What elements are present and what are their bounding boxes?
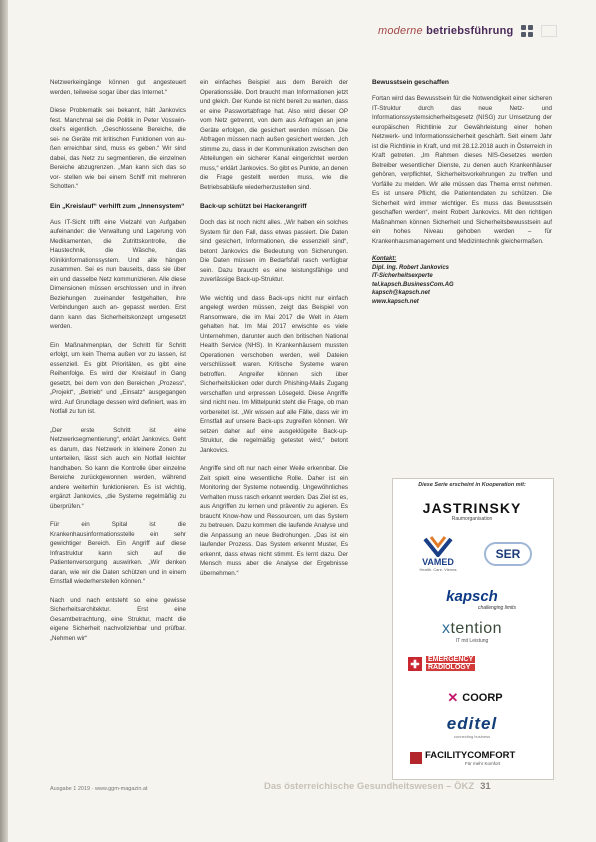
xtention-tagline: IT mit Leistung	[455, 638, 489, 644]
facilitycomfort-square-icon	[410, 752, 422, 764]
contact-website[interactable]: www.kapsch.net	[372, 298, 419, 305]
paragraph: Ein Maßnahmenplan, der Schritt für Schritt erfolgt, um kein Thema außen vor zu lassen, ist essenziell. Es gibt Prioritäten, es gibt eine Reihenfolge. Es wird der Kreislauf in Gang gesetzt, bei dem von den Bereichen „Prozess“, „Projekt“, „Betrieb“ und „Einsatz“ ausgegangen wird. Auf Grundlage dessen wird definiert, was im Notfall zu tun ist.	[50, 341, 186, 415]
coorp-wordmark: COORP	[462, 692, 503, 704]
ser-logo	[478, 542, 538, 566]
paragraph: Aus IT-Sicht trifft eine Vielzahl von Aufgaben aufeinander: die Verwaltung und Lagerung von Medikamenten, die Zutrittskontrolle, die Haustechnik, die Wäsche, das Klinikinformationssystem. Und alle hängen zusammen. Sei es nun bauseits, dass sie über ein und dasselbe Netz kommunizieren. Alle diese Dimensionen müssen erschlossen und in ihren Beziehungen zueinander festgehalten, ihre Verbindungen auch an- gepasst werden. Erst dann kann das Sicherheitskonzept umgesetzt werden.	[50, 218, 186, 330]
vamed-logo	[408, 535, 468, 572]
paragraph: Netzwerkeingänge können gut angesteuert werden, teilweise sogar über das Internet.“	[50, 79, 186, 96]
kapsch-tagline: challenging limits	[477, 605, 517, 611]
facilitycomfort-tagline: Für mehr Komfort	[465, 761, 501, 766]
facilitycomfort-wordmark: FACILITYCOMFORT	[425, 750, 516, 761]
grid-dots-icon	[521, 25, 533, 37]
paragraph: Diese Problematik sei bekannt, hält Jankovics fest. Manchmal sei die Politik in Peter Vosswin- ckel‘s eigentlich. „Geschlossene Bereiche, die sei- ne Geräte mit kritischen Funktionen von au- ßen erreichbar sind, muss es geben.“ Wir sind dabei, das Netz zu segmentieren, die einzelnen Bereiche abzugrenzen. „Man kann sich das so vor- stellen wie bei einem Schiff mit mehreren Schotten.“	[50, 107, 186, 190]
radiology-cross-icon: ✚	[408, 657, 422, 671]
subheading: Bewusstsein geschaffen	[372, 79, 449, 86]
editel-tagline: connecting business	[453, 734, 491, 739]
paragraph: Fortan wird das Bewusstsein für die Notwendigkeit einer sicheren IT-Struktur durch das neue Netz- und Informationssystemsicherheitsgesetz (NISG) zur Umsetzung der europäischen Richtlinie zur Gewährleistung einer hohen Netzwerk- und Informationssicherheit geschärft. Seit einem Jahr ist die Richtlinie in Kraft, und mit 28.12.2018 auch in Österreich in Kraft getreten. „Im Rahmen dieses NIS-Gesetzes werden Betreiber wesentlicher Dienste, zu denen auch Krankenhäuser gehören, verpflichtet, Sicherheitsvorkehrungen zu treffen und Vorfälle zu melden. Wir alle müssen das Thema ernst nehmen. Es ist unsere Pflicht, die Patientendaten zu schützen. Die Sicherheit wird immer wichtiger. Es muss das Bewusstsein geschaffen werden“, meint Robert Jankovics. Mit den richtigen Maßnahmen können Sicherheit und Sicherheitsbewusstsein auf ein hohes Niveau gehoben werden – für Krankenhausmanagement und Medizintechnik gleichermaßen.	[372, 95, 552, 245]
paragraph: Nach und nach entsteht so eine gewisse Sicherheitsarchitektur. Erst eine Gesamtbetrachtung, eine Struktur, macht die eigene Sicherheit nachvollziehbar und prüfbar. „Nehmen wir“	[50, 596, 186, 642]
editel-logo	[400, 714, 544, 739]
section-header	[378, 22, 574, 40]
footer-publication-title: Das österreichische Gesundheitswesen – ÖKZ	[264, 781, 475, 792]
article-column-2	[200, 78, 348, 587]
article-column-1	[50, 78, 186, 652]
page-spine	[0, 0, 8, 842]
vamed-wordmark: VAMED	[422, 557, 454, 567]
contact-company: tel.kapsch.BusinessCom.AG	[372, 281, 454, 288]
footer-publication	[264, 781, 491, 792]
paragraph: „Der erste Schritt ist eine Netzwerksegmentierung“, erklärt Jankovics. Geht es darum, das Netzwerk in kleinere Zonen zu unterteilen, lässt sich auch ein Notfall leichter handhaben. So kann die Kontrolle über einzelne Bereiche zurückgewonnen werden, während andere weiterhin funktionieren. Es ist wichtig, ergänzt Jankovics, „die Systeme regelmäßig zu überprüfen.“	[50, 426, 186, 510]
emergency-radiology-logo	[408, 656, 544, 672]
paragraph: Für ein Spital ist die Krankenhausinformationsstelle ein sehr gewichtiger Bereich. Ein Angriff auf diese Infrastruktur kann sich auf die Patientenversorgung auswirken. „Wir denken daran, wie wir die Daten schützen und in einem Ernstfall wiederherstellen können.“	[50, 521, 186, 585]
kapsch-logo	[400, 588, 544, 611]
vamed-tagline: Health. Care. Vienna	[419, 567, 457, 572]
er-line-1: EMERGENCY	[428, 656, 474, 663]
header-mark	[541, 25, 557, 37]
jastrinsky-wordmark: JASTRINSKY	[422, 500, 522, 516]
contact-email[interactable]: kapsch@kapsch.net	[372, 290, 430, 296]
vamed-emblem-icon	[423, 535, 453, 557]
paragraph: Doch das ist noch nicht alles. „Wir haben ein solches System für den Fall, dass etwas passiert. Die Daten sind gesichert, Informationen, die essenziell sind“, betont Jankovics die Bedeutung von Sicherungen. Die Daten müssen im Bedarfsfall rasch verfügbar sein. Dazu braucht es eine leistungsfähige und zuverlässige Back-up-Struktur.	[200, 219, 348, 283]
section-title-main: betriebsführung	[426, 25, 514, 37]
section-title	[378, 25, 513, 37]
contact-role: IT-Sicherheitsexperte	[372, 273, 433, 279]
coorp-x-icon: ✕	[447, 690, 459, 705]
er-line-2: RADIOLOGY	[426, 664, 475, 671]
ser-wordmark: SER	[484, 542, 532, 566]
xtention-wordmark: tention	[450, 620, 503, 637]
article-column-3	[372, 78, 552, 306]
kapsch-wordmark: kapsch	[446, 588, 498, 605]
paragraph: Angriffe sind oft nur nach einer Weile erkennbar. Die Zeit spielt eine wesentliche Rolle. Daher ist ein Monitoring der Systeme notwendig. Ungewöhnliches Verhalten muss rasch erkannt werden. Das Ziel ist es, aus Angriffen zu lernen und präventiv zu agieren. Es braucht Know-how und Ressourcen, um das System zu betreuen. Dazu kommen die laufende Analyse und die Anpassung an neue Bedrohungen. „Das ist ein laufender Prozess. Das System erkennt Muster, Es erkennt, dass etwas nicht stimmt. Es lernt dazu. Der Mensch muss aber die Analyse der Ergebnisse übernehmen.“	[200, 465, 348, 577]
xtention-logo	[400, 620, 544, 644]
editel-wordmark: editel	[446, 714, 498, 733]
facilitycomfort-logo	[410, 750, 544, 766]
paragraph: Wie wichtig und dass Back-ups nicht nur einfach angelegt werden müssen, zeigt das Beispiel von Ransomware, die im Mai 2017 die Welt in Atem gehalten hat. Im Mai 2017 erwischte es viele Unternehmen, darunter auch den britischen National Health Service (NHS). In Krankenhäusern mussten Operationen verschoben werden, weil Dateien verschlüsselt waren. Kritische Systeme waren betroffen. Angreifer können sich über Sicherheitslücken oder durch Phishing-Mails Zugang verschaffen und erpressen Lösegeld. Diese Angriffe sind nicht neu. Im Mittelpunkt steht die Frage, ob man vorbereitet ist. „Wir wissen auf alle Fälle, dass wir im Ernstfall auf unsere Back-ups zugreifen können. Wir setzen daher auf eine ausgeklügelte Back-up-Struktur, die regelmäßig getestet wird,“ betont Jankovics.	[200, 294, 348, 454]
subheading: Ein „Kreislauf“ verhilft zum „Innensystem“	[50, 202, 185, 210]
contact-label: Kontakt:	[372, 256, 397, 262]
section-title-prefix: moderne	[378, 25, 423, 37]
contact-name: Dipl. Ing. Robert Jankovics	[372, 264, 450, 271]
subheading: Back-up schützt bei Hackerangriff	[200, 203, 307, 210]
jastrinsky-tagline: Raumorganisation	[451, 516, 493, 522]
sponsor-title: Diese Serie erscheint in Kooperation mit:	[418, 482, 526, 488]
paragraph: ein einfaches Beispiel aus dem Bereich der Operationssäle. Dort braucht man Informationen jetzt und gleich. Der Kunde ist nicht bereit zu warten, dass er eine Passwortabfrage hat. Also wird dieser OP vom Netz getrennt, von dem aus Anfragen an jene Geräte erfolgen, die gesichert werden müssen. Die Abfragen müssen nach außen gesichert werden. „Ich stimme zu, dass in der Kommunikation zwischen den Abteilungen ein sicherer Kanal eingerichtet werden muss,“ erklärt Jankovics. So gibt es Punkte, an denen die Frage gestellt werden muss, wie die Betriebsabläufe wiederherzustellen sind.	[200, 79, 348, 191]
footer-issue-info: Ausgabe 1 2019 · www.ggm-magazin.at	[50, 786, 148, 792]
coorp-logo	[410, 690, 540, 706]
jastrinsky-logo	[400, 500, 544, 522]
xtention-x: x	[441, 620, 451, 637]
page-number: 31	[480, 781, 491, 792]
contact-block	[372, 255, 552, 306]
